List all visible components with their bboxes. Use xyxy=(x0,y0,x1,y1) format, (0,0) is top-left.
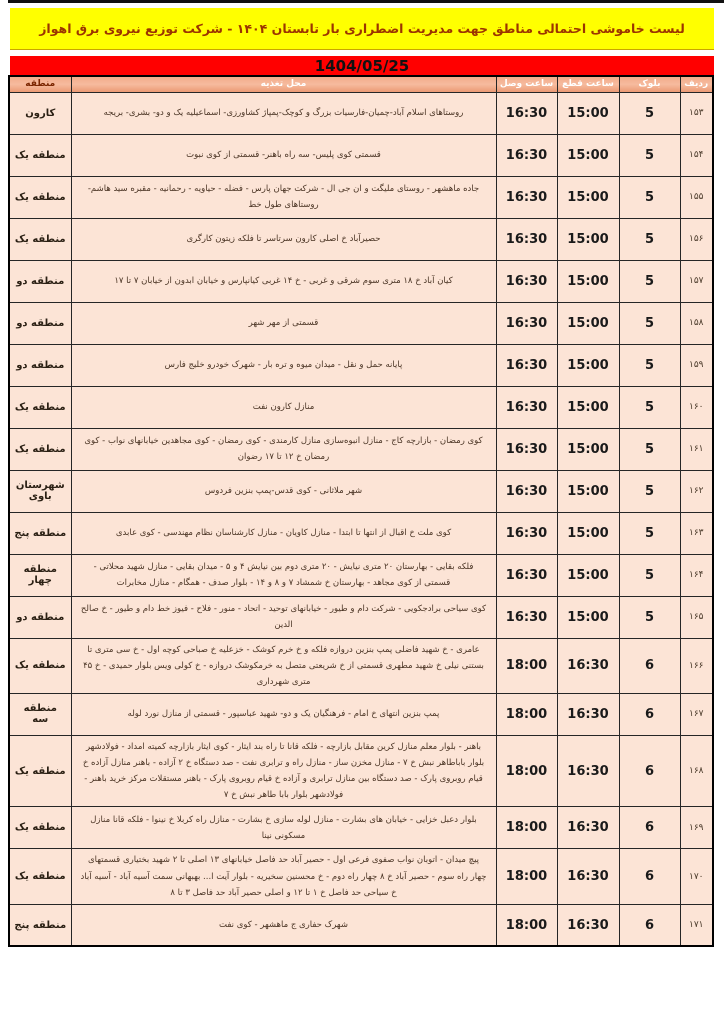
table-row xyxy=(9,92,713,134)
block-cell: 5 xyxy=(619,218,680,260)
cut-time-cell: 15:00 xyxy=(557,344,619,386)
restore-time-cell: 16:30 xyxy=(496,470,557,512)
restore-time-cell: 16:30 xyxy=(496,134,557,176)
table-row xyxy=(9,470,713,512)
cut-time-cell: 15:00 xyxy=(557,554,619,596)
block-cell: 6 xyxy=(619,807,680,849)
feed-location-cell: پایانه حمل و نقل - میدان میوه و تره بار - شهرک خودرو خلیج فارس xyxy=(71,344,496,386)
feed-location-cell: حصیرآباد خ اصلی کارون سرتاسر تا فلکه زیتون کارگری xyxy=(71,218,496,260)
table-row xyxy=(9,554,713,596)
feed-location-cell: قسمتی کوی پلیس- سه راه باهنر- قسمتی از کوی نبوت xyxy=(71,134,496,176)
document-title-bar xyxy=(10,8,714,50)
cut-time-cell: 15:00 xyxy=(557,512,619,554)
feed-location-cell: جاده ماهشهر - روستای ملیگت و ان جی ال - شرکت جهان پارس - فضله - حیاویه - رحمانیه - مقبره سید هاشم- روستاهای طول خط xyxy=(71,176,496,218)
cut-time-cell: 15:00 xyxy=(557,176,619,218)
cut-time-cell: 16:30 xyxy=(557,693,619,735)
feed-location-cell: قسمتی از مهر شهر xyxy=(71,302,496,344)
block-cell: 5 xyxy=(619,92,680,134)
row-number-cell: ۱۵۳ xyxy=(680,92,713,134)
table-row xyxy=(9,904,713,946)
block-cell: 6 xyxy=(619,638,680,693)
block-cell: 5 xyxy=(619,260,680,302)
area-cell: منطقه پنج xyxy=(9,512,71,554)
table-row xyxy=(9,849,713,904)
block-cell: 5 xyxy=(619,512,680,554)
block-cell: 5 xyxy=(619,344,680,386)
row-number-cell: ۱۷۰ xyxy=(680,849,713,904)
block-cell: 5 xyxy=(619,302,680,344)
restore-time-cell: 18:00 xyxy=(496,638,557,693)
cut-time-cell: 16:30 xyxy=(557,735,619,807)
area-cell: منطقه یک xyxy=(9,134,71,176)
cut-time-cell: 15:00 xyxy=(557,470,619,512)
restore-time-cell: 16:30 xyxy=(496,386,557,428)
feed-location-cell: روستاهای اسلام آباد-چمیان-فارسیات بزرگ و کوچک-پمپاژ کشاورزی- اسماعیلیه یک و دو- بشری- بریجه xyxy=(71,92,496,134)
date-bar xyxy=(10,56,714,75)
block-cell: 6 xyxy=(619,735,680,807)
table-row xyxy=(9,512,713,554)
restore-time-cell: 16:30 xyxy=(496,92,557,134)
row-number-cell: ۱۶۹ xyxy=(680,807,713,849)
row-number-cell: ۱۶۲ xyxy=(680,470,713,512)
table-row xyxy=(9,218,713,260)
restore-time-cell: 18:00 xyxy=(496,807,557,849)
area-cell: منطقه یک xyxy=(9,386,71,428)
feed-location-cell: منازل کارون نفت xyxy=(71,386,496,428)
table-row xyxy=(9,807,713,849)
cut-time-cell: 15:00 xyxy=(557,386,619,428)
restore-time-cell: 18:00 xyxy=(496,904,557,946)
cut-time-cell: 16:30 xyxy=(557,904,619,946)
feed-location-cell: باهنر - بلوار معلم منازل کرین مقابل بازارچه - فلکه قانا تا راه بند ایثار - کوی ایثار بازارچه کمیته امداد - فولادشهر بلوار باباطاهر نبش خ ۷ - منازل مخزن ساز - منازل راه و ترابری نفت - صد دستگاه خ ۲ آزاده - باهنر منازل آزاده خ قیام روبروی پارک - صد دستگاه بین منازل ترابری و آزاده خ قیام روبروی پارک - باهنر مستقلات مرکز خرید باهنر - فولادشهر بلوار بابا طاهر نبش خ ۷ xyxy=(71,735,496,807)
restore-time-cell: 16:30 xyxy=(496,260,557,302)
feed-location-cell: شهرک حفاری ج ماهشهر - کوی نفت xyxy=(71,904,496,946)
feed-location-cell: شهر ملاثانی - کوی قدس-پمپ بنزین فردوس xyxy=(71,470,496,512)
header-cut-time: ساعت قطع xyxy=(557,76,619,92)
schedule-table-container xyxy=(10,75,714,947)
restore-time-cell: 18:00 xyxy=(496,849,557,904)
cut-time-cell: 15:00 xyxy=(557,134,619,176)
restore-time-cell: 16:30 xyxy=(496,512,557,554)
restore-time-cell: 16:30 xyxy=(496,218,557,260)
table-row xyxy=(9,693,713,735)
block-cell: 5 xyxy=(619,470,680,512)
feed-location-cell: پمپ بنزین انتهای خ امام - فرهنگیان یک و دو- شهید عباسپور - قسمتی از منازل نورد لوله xyxy=(71,693,496,735)
area-cell: منطقه دو xyxy=(9,260,71,302)
header-row-number: ردیف xyxy=(680,76,713,92)
block-cell: 5 xyxy=(619,596,680,638)
area-cell: منطقه یک xyxy=(9,638,71,693)
table-row xyxy=(9,134,713,176)
table-row xyxy=(9,176,713,218)
row-number-cell: ۱۵۷ xyxy=(680,260,713,302)
cut-time-cell: 15:00 xyxy=(557,596,619,638)
block-cell: 5 xyxy=(619,554,680,596)
area-cell: منطقه یک xyxy=(9,218,71,260)
cut-time-cell: 16:30 xyxy=(557,638,619,693)
table-row xyxy=(9,638,713,693)
area-cell: منطقه یک xyxy=(9,176,71,218)
area-cell: شهرستان باوی xyxy=(9,470,71,512)
restore-time-cell: 16:30 xyxy=(496,176,557,218)
row-number-cell: ۱۵۴ xyxy=(680,134,713,176)
top-border-line xyxy=(8,0,724,3)
row-number-cell: ۱۵۵ xyxy=(680,176,713,218)
table-row xyxy=(9,428,713,470)
restore-time-cell: 16:30 xyxy=(496,344,557,386)
row-number-cell: ۱۶۰ xyxy=(680,386,713,428)
schedule-table xyxy=(8,75,714,947)
row-number-cell: ۱۶۷ xyxy=(680,693,713,735)
block-cell: 6 xyxy=(619,904,680,946)
row-number-cell: ۱۶۴ xyxy=(680,554,713,596)
cut-time-cell: 15:00 xyxy=(557,302,619,344)
feed-location-cell: کوی سیاحی برادجکویی - شرکت دام و طیور - خیابانهای توحید - اتحاد - منور - فلاح - فیوز خط دام و طیور - خ صالح الدین xyxy=(71,596,496,638)
row-number-cell: ۱۵۸ xyxy=(680,302,713,344)
cut-time-cell: 16:30 xyxy=(557,807,619,849)
date-text: 1404/05/25 xyxy=(314,56,410,75)
row-number-cell: ۱۶۵ xyxy=(680,596,713,638)
block-cell: 5 xyxy=(619,386,680,428)
header-block: بلوک xyxy=(619,76,680,92)
feed-location-cell: بلوار دعبل خزایی - خیابان های بشارت - منازل لوله سازی خ بشارت - منازل راه کربلا خ نینوا - فلکه قانا منازل مسکونی نینا xyxy=(71,807,496,849)
table-row xyxy=(9,386,713,428)
document-title: لیست خاموشی احتمالی مناطق جهت مدیریت اضطراری بار تابستان ۱۴۰۴ - شرکت توزیع نیروی برق اهواز xyxy=(39,21,685,36)
table-row xyxy=(9,735,713,807)
area-cell: منطقه دو xyxy=(9,344,71,386)
area-cell: منطقه دو xyxy=(9,302,71,344)
restore-time-cell: 16:30 xyxy=(496,302,557,344)
header-restore-time: ساعت وصل xyxy=(496,76,557,92)
feed-location-cell: کوی ملت خ اقبال از انتها تا ابتدا - منازل کاویان - منازل کارشناسان نظام مهندسی - کوی عابدی xyxy=(71,512,496,554)
header-row xyxy=(9,76,713,92)
area-cell: کارون xyxy=(9,92,71,134)
area-cell: منطقه سه xyxy=(9,693,71,735)
row-number-cell: ۱۶۳ xyxy=(680,512,713,554)
row-number-cell: ۱۵۹ xyxy=(680,344,713,386)
row-number-cell: ۱۵۶ xyxy=(680,218,713,260)
feed-location-cell: کوی رمضان - بازارچه کاج - منازل انبوه‌سازی منازل کارمندی - کوی رمضان - کوی مجاهدین خیابانهای نواب - کوی رمضان خ ۱۲ تا ۱۷ رضوان xyxy=(71,428,496,470)
area-cell: منطقه یک xyxy=(9,735,71,807)
area-cell: منطقه یک xyxy=(9,807,71,849)
area-cell: منطقه یک xyxy=(9,428,71,470)
table-row xyxy=(9,260,713,302)
feed-location-cell: کیان آباد خ ۱۸ متری سوم شرقی و غربی - خ ۱۴ غربی کیانپارس و خیابان ابدون از خیابان ۷ تا ۱۷ xyxy=(71,260,496,302)
row-number-cell: ۱۶۸ xyxy=(680,735,713,807)
area-cell: منطقه یک xyxy=(9,849,71,904)
restore-time-cell: 16:30 xyxy=(496,554,557,596)
block-cell: 6 xyxy=(619,693,680,735)
header-feed-location: محل تغذیه xyxy=(71,76,496,92)
restore-time-cell: 16:30 xyxy=(496,428,557,470)
area-cell: منطقه دو xyxy=(9,596,71,638)
row-number-cell: ۱۷۱ xyxy=(680,904,713,946)
schedule-body xyxy=(9,92,713,946)
table-row xyxy=(9,302,713,344)
cut-time-cell: 16:30 xyxy=(557,849,619,904)
cut-time-cell: 15:00 xyxy=(557,218,619,260)
feed-location-cell: پیچ میدان - اتوبان نواب صفوی فرعی اول - حصیر آباد حد فاصل خیابانهای ۱۳ اصلی تا ۲ شهید بختیاری قسمتهای چهار راه سوم - حصیر آباد خ ۸ چهار راه دوم - خ محسنین سخیریه - بلوار آیت ا... بهبهانی سمت آسیه آباد - آسیه آباد خ سیاحی حد فاصل خ ۱ تا ۱۲ و اصلی حصیر آباد حد فاصل ۳ تا ۸ xyxy=(71,849,496,904)
row-number-cell: ۱۶۶ xyxy=(680,638,713,693)
cut-time-cell: 15:00 xyxy=(557,92,619,134)
block-cell: 5 xyxy=(619,134,680,176)
block-cell: 5 xyxy=(619,428,680,470)
block-cell: 6 xyxy=(619,849,680,904)
header-area: منطقه xyxy=(9,76,71,92)
table-row xyxy=(9,596,713,638)
area-cell: منطقه چهار xyxy=(9,554,71,596)
table-row xyxy=(9,344,713,386)
restore-time-cell: 18:00 xyxy=(496,735,557,807)
feed-location-cell: فلکه بقایی - بهارستان ۲۰ متری نیایش - ۲۰ متری دوم بین نیایش ۴ و ۵ - میدان بقایی - منازل شهید محلاتی - قسمتی از کوی مجاهد - بهارستان خ شمشاد ۷ و ۸ و ۱۴ - بلوار صدف - همگام - منازل مخابرات xyxy=(71,554,496,596)
row-number-cell: ۱۶۱ xyxy=(680,428,713,470)
feed-location-cell: عامری - خ شهید فاضلی پمپ بنزین دروازه فلکه و خ خرم کوشک - خزعلیه خ صباحی کوچه اول - خ سی متری تا بستنی نیلی خ شهید مطهری قسمتی از خ شریعتی متصل به خرمکوشک دروازه - خ کولی ویس بلوار حمیدی - خ ۴۵ متری شهرداری xyxy=(71,638,496,693)
cut-time-cell: 15:00 xyxy=(557,428,619,470)
cut-time-cell: 15:00 xyxy=(557,260,619,302)
restore-time-cell: 18:00 xyxy=(496,693,557,735)
area-cell: منطقه پنج xyxy=(9,904,71,946)
restore-time-cell: 16:30 xyxy=(496,596,557,638)
block-cell: 5 xyxy=(619,176,680,218)
